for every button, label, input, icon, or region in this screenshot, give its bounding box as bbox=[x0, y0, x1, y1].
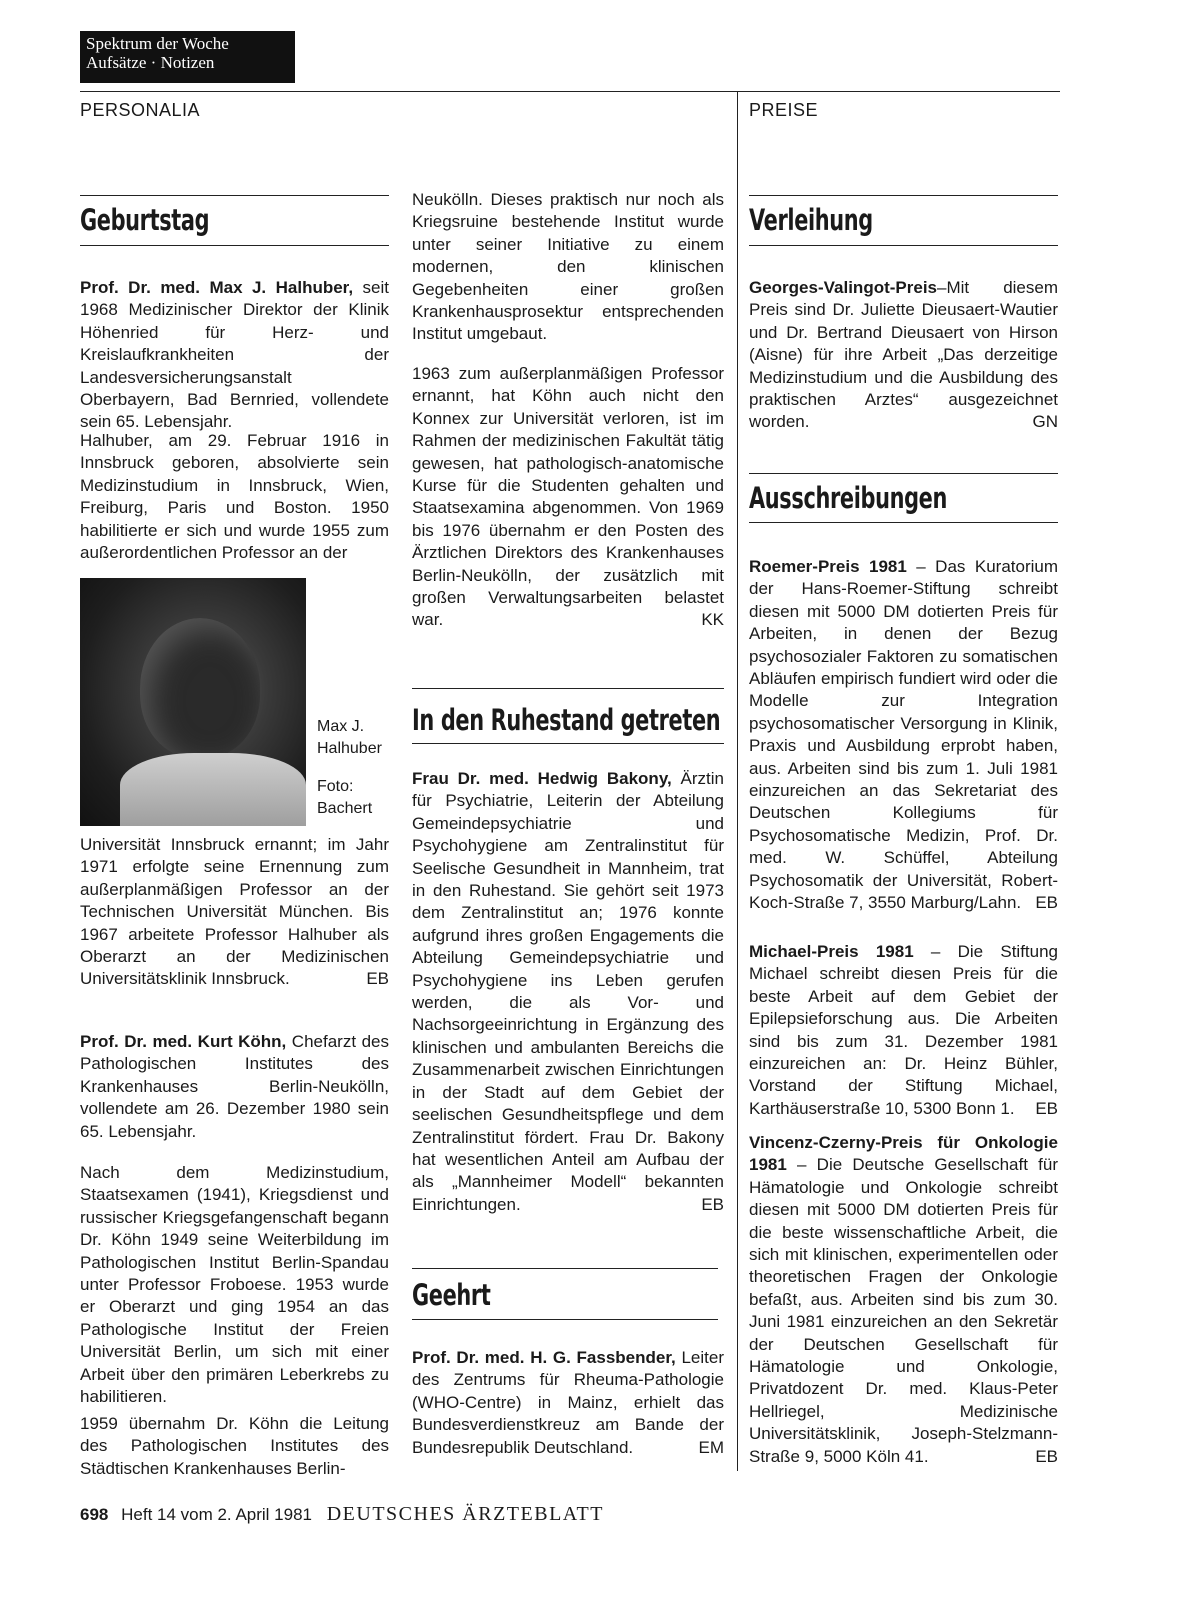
signature-eb-bakony: EB bbox=[701, 1194, 724, 1214]
article-koehn-professor bbox=[412, 363, 724, 632]
signature-em: EM bbox=[698, 1437, 724, 1457]
heading-geehrt: Geehrt bbox=[412, 1278, 491, 1312]
text-roemer-preis: – Das Kuratorium der Hans-Roemer-Stiftung schreibt diesen mit 5000 DM dotierten Preis für Arbeiten, in denen der Bezug psychosozialer Faktoren zu somatischen Abläufen empirisch fundiert wird oder die Modelle zur Integration psychosomatischer Versorgung in Klinik, Praxis und Ausbildung erprobt haben, aus. Arbeiten sind bis zum 1. Juli 1981 einzureichen an das Sekretariat des Deutschen Kollegiums für Psychosomatische Medizin, Prof. Dr. med. W. Schüffel, Abteilung Psychosomatik der Universität, Robert-Koch-Straße 7, 3550 Marburg/Lahn. bbox=[749, 557, 1059, 913]
article-roemer-preis bbox=[749, 556, 1058, 915]
article-koehn-studies: Nach dem Medizinstudium, Staatsexamen (1941), Kriegsdienst und russischer Kriegsgefangenschaft begann Dr. Köhn 1949 seine Weiterbildung im Pathologischen Institut Berlin-Spandau unter Professor Froboese. 1953 wurde er Oberarzt und ging 1954 an das Pathologische Institut der Freien Universität Berlin, um sich mit einer Arbeit über den primären Leberkrebs zu habilitieren. bbox=[80, 1163, 389, 1407]
heading-verleihung: Verleihung bbox=[749, 203, 873, 237]
page-footer bbox=[80, 1503, 604, 1526]
signature-gn: GN bbox=[1032, 412, 1058, 432]
rule-geburtstag-top bbox=[80, 195, 389, 196]
title-roemer-preis: Roemer-Preis 1981 bbox=[749, 557, 907, 576]
article-halhuber-career bbox=[80, 834, 389, 991]
rule-ruhestand-top bbox=[412, 688, 724, 689]
signature-eb: EB bbox=[366, 969, 389, 989]
signature-eb-roemer: EB bbox=[1035, 893, 1058, 913]
rule-geburtstag-bottom bbox=[80, 245, 389, 246]
text-halhuber-career: Universität Innsbruck ernannt; im Jahr 1971 erfolgte seine Ernennung zum außerplanmäßigen Professor an der Technischen Universität München. Bis 1967 arbeitete Professor Halhuber als Oberarzt an der Medizinischen Universitätsklinik Innsbruck. bbox=[80, 835, 389, 989]
photo-shirt bbox=[120, 753, 306, 826]
rule-geehrt-bottom bbox=[412, 1319, 718, 1320]
section-label bbox=[80, 31, 295, 83]
signature-eb-michael: EB bbox=[1035, 1098, 1058, 1118]
section-label-line2: Aufsätze · Notizen bbox=[86, 53, 215, 72]
article-koehn-leitung: 1959 übernahm Dr. Köhn die Leitung des Pathologischen Institutes des Städtischen Krankenhauses Berlin- bbox=[80, 1414, 389, 1478]
article-halhuber-intro bbox=[80, 277, 389, 434]
rubric-personalia: PERSONALIA bbox=[80, 100, 201, 120]
rule-ausschreibungen-top bbox=[749, 473, 1058, 474]
article-michael-preis bbox=[749, 941, 1058, 1120]
text-bakony: Ärztin für Psychiatrie, Leiterin der Abteilung Gemeindepsychiatrie und Psychohygiene am Zentralinstitut für Seelische Gesundheit in Mannheim, trat in den Ruhestand. Sie gehört seit 1973 dem Zentralinstitut an; 1976 konnte aufgrund ihres großen Engagements die Abteilung Gemeindepsychiatrie und Psychohygiene ins Leben gerufen werden, die als Vor- und Nachsorgeeinrichtung in Ergänzung des klinischen und ambulanten Bereichs die Zusammenarbeit zwischen Einrichtungen in der Stadt auf dem Gebiet der seelischen Gesundheitspflege und dem Zentralinstitut fördert. Frau Dr. Bakony hat wesentlichen Anteil am Aufbau der als „Mannheimer Modell“ bekannten Einrichtungen. bbox=[412, 769, 724, 1214]
text-czerny-preis: – Die Deutsche Gesellschaft für Hämatologie und Onkologie schreibt diesen mit 5000 DM dotierten Preis für die beste wissenschaftliche Arbeit, die sich mit klinischen, experimentellen oder theoretischen Fragen der Onkologie befaßt, aus. Arbeiten sind bis zum 30. Juni 1981 einzureichen an den Sekretär der Deutschen Gesellschaft für Hämatologie und Onkologie, Privatdozent Dr. med. Klaus-Peter Hellriegel, Medizinische Universitätsklinik, Joseph-Stelzmann-Straße 9, 5000 Köln 41. bbox=[749, 1155, 1058, 1466]
section-label-line1: Spektrum der Woche bbox=[86, 34, 229, 53]
page-number: 698 bbox=[80, 1505, 109, 1524]
text-michael-preis: – Die Stiftung Michael schreibt diesen Preis für die beste Arbeit auf dem Gebiet der Epilepsieforschung aus. Die Arbeiten sind bis zum 31. Dezember 1981 einzureichen an: Dr. Heinz Bühler, Vorstand der Stiftung Michael, Karthäuserstraße 10, 5300 Bonn 1. bbox=[749, 942, 1058, 1118]
issue-info: Heft 14 vom 2. April 1981 bbox=[121, 1505, 312, 1524]
rule-verleihung-bottom bbox=[749, 245, 1058, 246]
heading-geburtstag: Geburtstag bbox=[80, 203, 210, 237]
title-michael-preis: Michael-Preis 1981 bbox=[749, 942, 914, 961]
magazine-title: DEUTSCHES ÄRZTEBLATT bbox=[326, 1503, 604, 1525]
text-valingot: –Mit diesem Preis sind Dr. Juliette Dieusaert-Wautier und Dr. Bertrand Dieusaert von Hirson (Aisne) für ihre Arbeit „Das derzeitige Medizinstudium und die Ausbildung des praktischen Arztes“ ausgezeichnet worden. bbox=[749, 278, 1058, 432]
article-koehn-neukoelln: Neukölln. Dieses praktisch nur noch als Kriegsruine bestehende Institut wurde unter seiner Initiative zu einem modernen, den klinischen Gegebenheiten einer großen Krankenhausprosektur entsprechenden Institut umgebaut. bbox=[412, 190, 724, 344]
photo-caption-name: Max J. Halhuber bbox=[317, 718, 382, 757]
rule-ausschreibungen-bottom bbox=[749, 522, 1058, 523]
rubric-preise: PREISE bbox=[749, 100, 819, 120]
text-koehn-intro: Chefarzt des Pathologischen Institutes des Krankenhauses Berlin-Neukölln, vollendete am 26. Dezember 1980 sein 65. Lebensjahr. bbox=[80, 1032, 389, 1141]
signature-kk: KK bbox=[701, 610, 724, 630]
heading-ruhestand: In den Ruhestand getreten bbox=[412, 703, 721, 737]
title-valingot-preis: Georges-Valingot-Preis bbox=[749, 278, 937, 297]
text-fassbender: Leiter des Zentrums für Rheuma-Pathologie (WHO-Centre) in Mainz, erhielt das Bundesverdienstkreuz am Bande der Bundesrepublik Deutschland. bbox=[412, 1348, 724, 1457]
rule-ruhestand-bottom bbox=[412, 743, 724, 744]
name-halhuber: Prof. Dr. med. Max J. Halhuber, bbox=[80, 278, 354, 297]
photo-face bbox=[140, 618, 260, 758]
signature-eb-czerny: EB bbox=[1035, 1446, 1058, 1466]
article-valingot bbox=[749, 277, 1058, 434]
title-czerny-preis: Vincenz-Czerny-Preis für Onkologie 1981 bbox=[749, 1133, 1058, 1175]
article-koehn-intro bbox=[80, 1031, 389, 1143]
column-divider bbox=[737, 91, 738, 1471]
text-koehn-professor: 1963 zum außerplanmäßigen Professor ernannt, hat Köhn auch nicht den Konnex zur Universität verloren, ist im Rahmen der medizinischen Fakultät tätig gewesen, hat pathologisch-anatomische Kurse für die Studenten gehalten und Staatsexamina abgenommen. Von 1969 bis 1976 übernahm er den Posten des Ärztlichen Direktors des Krankenhauses Berlin-Neukölln, der zusätzlich mit großen Verwaltungsarbeiten belastet war. bbox=[412, 364, 724, 630]
heading-ausschreibungen: Ausschreibungen bbox=[749, 481, 947, 515]
top-rule bbox=[80, 91, 1060, 92]
article-fassbender bbox=[412, 1347, 724, 1459]
photo-halhuber bbox=[80, 578, 306, 826]
article-bakony bbox=[412, 768, 724, 1216]
name-bakony: Frau Dr. med. Hedwig Bakony, bbox=[412, 769, 672, 788]
rule-verleihung-top bbox=[749, 195, 1058, 196]
name-koehn: Prof. Dr. med. Kurt Köhn, bbox=[80, 1032, 287, 1051]
rule-geehrt-top bbox=[412, 1268, 718, 1269]
article-czerny-preis bbox=[749, 1132, 1058, 1468]
text-halhuber-intro: seit 1968 Medizinischer Direktor der Klinik Höhenried für Herz- und Kreislaufkrankheiten der Landesversicherungsanstalt Oberbayern, Bad Bernried, vollendete sein 65. Lebensjahr. bbox=[80, 278, 389, 432]
article-halhuber-bio: Halhuber, am 29. Februar 1916 in Innsbruck geboren, absolvierte sein Medizinstudium in Innsbruck, Wien, Freiburg, Paris und Boston. 1950 habilitierte er sich und wurde 1955 zum außerordentlichen Professor an der bbox=[80, 431, 389, 563]
name-fassbender: Prof. Dr. med. H. G. Fassbender, bbox=[412, 1348, 676, 1367]
photo-caption-credit: Foto: Bachert bbox=[317, 778, 373, 817]
